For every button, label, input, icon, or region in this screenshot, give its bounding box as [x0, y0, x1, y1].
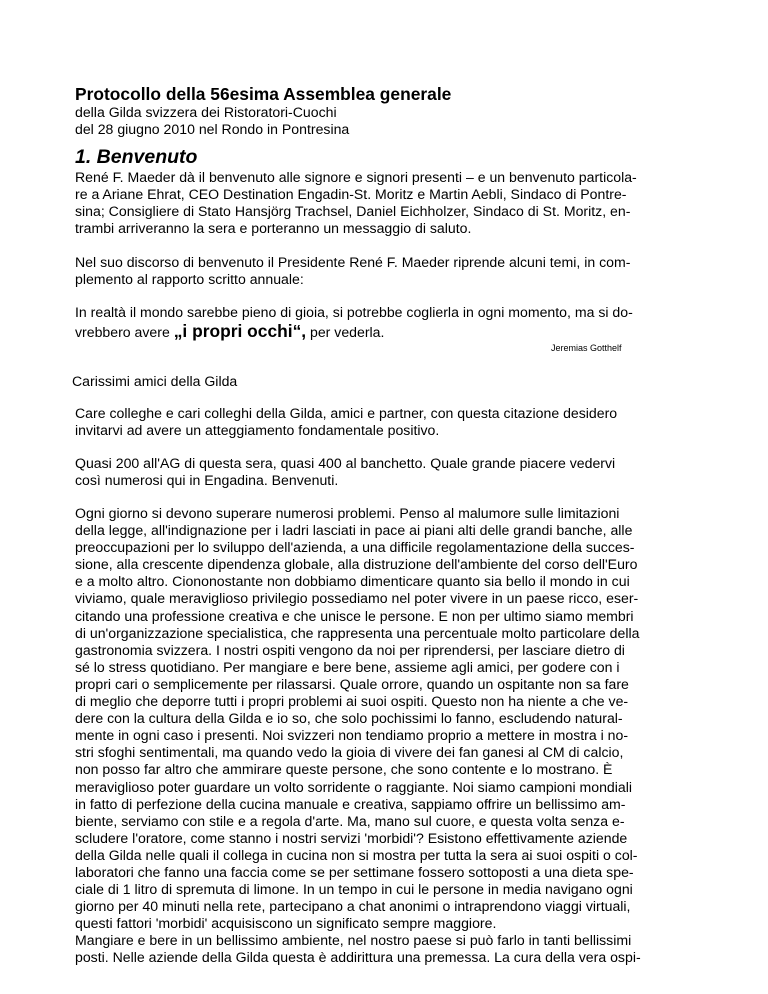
text-line: e a molto altro. Ciononostante non dobbiamo dimenticare quanto sia bello il mondo in cui	[75, 573, 630, 590]
text-line: così numerosi qui in Engadina. Benvenuti.	[75, 472, 339, 489]
text-line: invitarvi ad avere un atteggiamento fondamentale positivo.	[75, 422, 440, 439]
text-line: scludere l'oratore, come stanno i nostri servizi 'morbidi'? Esistono effettivamente aziende	[75, 829, 628, 846]
text-line: stri sfoghi sentimentali, ma quando vedo la gioia di vivere dei fan ganesi al CM di calcio,	[75, 744, 624, 761]
text-line: meraviglioso poter guardare un volto sorridente o raggiante. Noi siamo campioni mondiali	[75, 778, 632, 795]
text-line: questi fattori 'morbidi' acquisiscono un significato sempre maggiore.	[75, 915, 497, 932]
quote-line	[75, 321, 700, 342]
text-line: trambi arriveranno la sera e porteranno un messaggio di saluto.	[75, 220, 472, 237]
text-line: preoccupazioni per lo sviluppo dell'azienda, a una difficile regolamentazione della succes-	[75, 539, 635, 556]
text-line: biente, serviamo con stile e a regola d'arte. Ma, mano sul cuore, e questa volta senza e-	[75, 812, 625, 829]
text-line: re a Ariane Ehrat, CEO Destination Engadin-St. Moritz e Martin Aebli, Sindaco di Pontre-	[75, 186, 627, 203]
text-line: plemento al rapporto scritto annuale:	[75, 271, 304, 288]
quote-block	[75, 304, 700, 342]
section-heading	[75, 146, 700, 168]
paragraph-intro	[75, 254, 700, 288]
text-line: posti. Nelle aziende della Gilda questa è addirittura una premessa. La cura della vera ospi-	[75, 949, 641, 966]
quote-text: vrebbero avere	[75, 324, 174, 341]
text-line: sé lo stress quotidiano. Per mangiare e bere bene, assieme agli amici, per godere con i	[75, 658, 620, 675]
text-line: viviamo, quale meraviglioso privilegio possediamo nel poter vivere in un paese ricco, eser-	[75, 590, 639, 607]
text-line: Care colleghe e cari colleghi della Gilda, amici e partner, con questa citazione desidero	[75, 405, 618, 421]
text-line: di un'organizzazione specialistica, che rappresenta una percentuale molto particolare della	[75, 624, 640, 641]
text-line: sione, alla crescente dipendenza globale, alla distruzione dell'ambiente del corso dell'Euro	[75, 556, 638, 573]
subtitle-line: del 28 giugno 2010 nel Rondo in Pontresina	[75, 121, 350, 138]
salutation-text: Carissimi amici della Gilda	[72, 373, 238, 389]
text-line: gastronomia svizzera. I nostri ospiti vengono da noi per riprendersi, per lasciare dietro di	[75, 641, 625, 658]
text-line: Nel suo discorso di benvenuto il Presidente René F. Maeder riprende alcuni temi, in com-	[75, 254, 631, 270]
quote-emphasis: „i propri occhi“,	[173, 321, 307, 342]
salutation	[72, 373, 697, 390]
text-line: Mangiare e bere in un bellissimo ambiente, nel nostro paese si può farlo in tanti bellissimi	[75, 932, 632, 949]
text-line: dere con la cultura della Gilda e io so, che solo pochissimi lo fanno, escludendo natural-	[75, 710, 623, 727]
text-line: Ogni giorno si devono superare numerosi problemi. Penso al malumore sulle limitazioni	[75, 505, 620, 521]
text-line: René F. Maeder dà il benvenuto alle signore e signori presenti – e un benvenuto particola-	[75, 169, 637, 185]
subtitle-line: della Gilda svizzera dei Ristoratori-Cuochi	[75, 104, 337, 120]
text-line: citando una professione creativa e che unisce le persone. E non per ultimo siamo membri	[75, 607, 634, 624]
text-line: giorno per 40 minuti nella rete, partecipano a chat anonimi o intraprendono viaggi virtuali,	[75, 898, 631, 915]
text-line: mente in ogni caso i presenti. Noi svizzeri non tendiamo proprio a mettere in mostra i no-	[75, 727, 629, 744]
text-line: di meglio che deporre tutti i propri problemi ai suoi ospiti. Questo non ha niente a che ve-	[75, 693, 629, 710]
paragraph-colleagues	[75, 405, 700, 439]
text-line: sina; Consigliere di Stato Hansjörg Trachsel, Daniel Eichholzer, Sindaco di St. Moritz, en-	[75, 203, 631, 220]
text-line: non posso far altro che ammirare queste persone, che sono contente e lo mostrano. È	[75, 761, 613, 778]
text-line: Quasi 200 all'AG di questa sera, quasi 400 al banchetto. Quale grande piacere vedervi	[75, 455, 616, 471]
section-heading-text: 1. Benvenuto	[75, 146, 198, 168]
text-line: della Gilda nelle quali il collega in cucina non si mostra per tutta la sera ai suoi ospiti o col-	[75, 846, 638, 863]
quote-text: per vederla.	[306, 324, 385, 341]
quote-attribution: Jeremias Gotthelf	[551, 343, 622, 353]
text-line: in fatto di perfezione della cucina manuale e creativa, sappiamo offrire un bellissimo am-	[75, 795, 626, 812]
text-line: della legge, all'indignazione per i ladri lasciati in pace ai piani alti delle grandi banche, alle	[75, 522, 633, 539]
quote-line: In realtà il mondo sarebbe pieno di gioia, si potrebbe coglierla in ogni momento, ma si do-	[75, 304, 633, 320]
text-line: propri cari o semplicemente per rilassarsi. Quale orrore, quando un ospitante non sa fare	[75, 675, 629, 692]
header-block	[75, 84, 700, 138]
text-line: ciale di 1 litro di spremuta di limone. In un tempo in cui le persone in media navigano ogni	[75, 881, 633, 898]
text-line: laboratori che fanno una faccia come se per settimane fossero sottoposti a una dieta spe-	[75, 863, 634, 880]
paragraph-main	[75, 505, 700, 967]
paragraph-welcome	[75, 169, 700, 237]
document-title: Protocollo della 56esima Assemblea generale	[75, 84, 452, 104]
paragraph-attendance	[75, 455, 700, 489]
